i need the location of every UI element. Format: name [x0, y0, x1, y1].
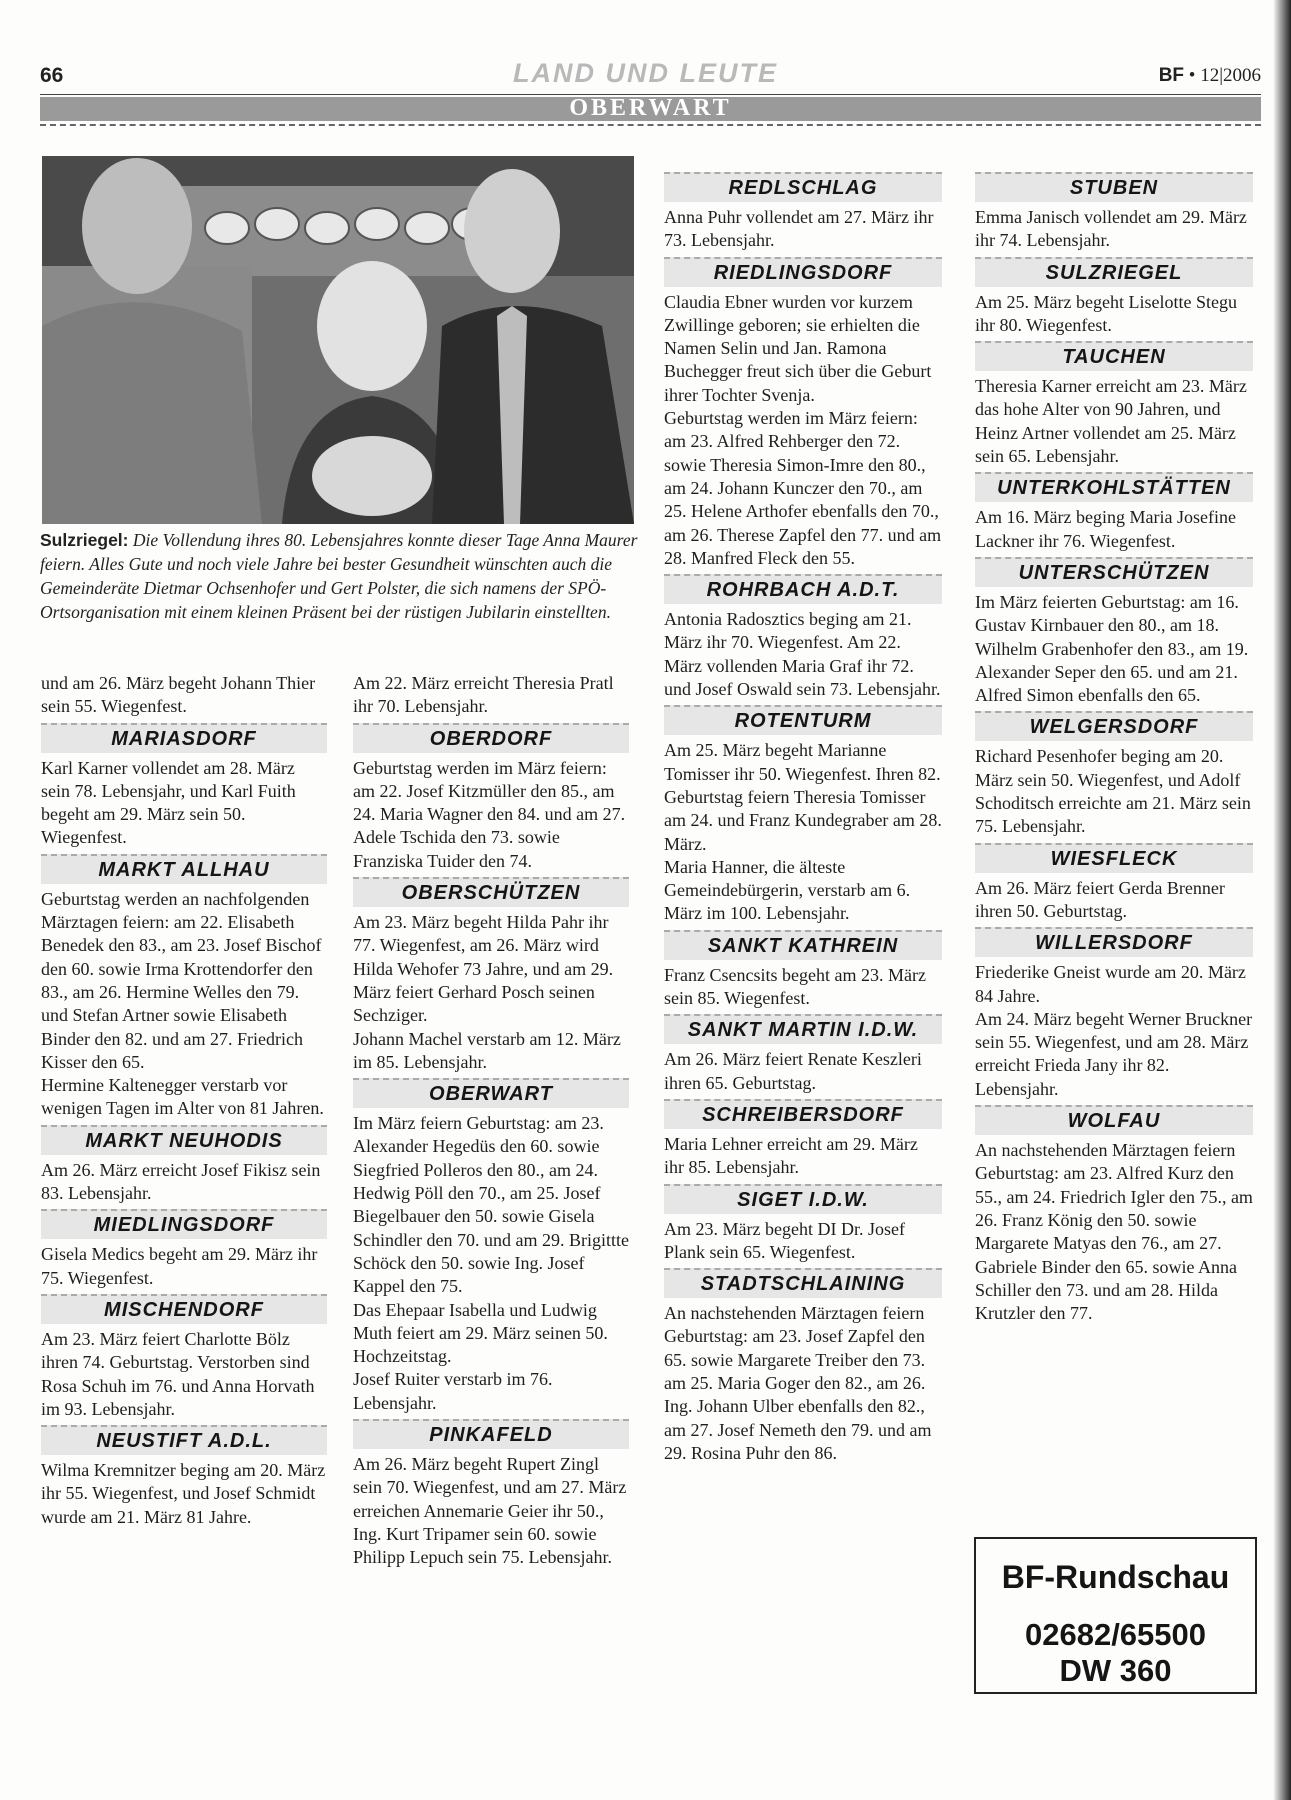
heading-miedlingsdorf: MIEDLINGSDORF [41, 1209, 327, 1239]
paragraph: Geburtstag werden im März feiern: am 23. Alfred Rehberger den 72. sowie Theresia Simon-Imre den 80., am 24. Johann Kunczer den 70., am 25. Helene Arthofer ebenfalls den 70., am 26. Therese Zapfel den 77. und am 28. Manfred Fleck den 55. [664, 408, 942, 568]
heading-wolfau: WOLFAU [975, 1105, 1253, 1135]
heading-siget: SIGET I.D.W. [664, 1184, 942, 1214]
paragraph: Gisela Medics begeht am 29. März ihr 75. Wiegenfest. [41, 1244, 318, 1288]
paragraph: An nachstehenden Märztagen feiern Geburtstag: am 23. Josef Zapfel den 65. sowie Margarete Treiber den 73. am 25. Maria Goger den 82., am 26. Ing. Johann Ulber ebenfalls den 82., am 27. Josef Nemeth den 79. und am 29. Rosina Puhr den 86. [664, 1303, 932, 1463]
brand: BF [1158, 65, 1185, 86]
heading-sulzriegel: SULZRIEGEL [975, 257, 1253, 287]
heading-schreibersdorf: SCHREIBERSDORF [664, 1099, 942, 1129]
paragraph: Am 23. März feiert Charlotte Bölz ihren 74. Geburtstag. Verstorben sind Rosa Schuh im 76. und Anna Horvath im 93. Lebensjahr. [41, 1328, 315, 1419]
ad-phone: 02682/65500 [1024, 1617, 1207, 1652]
paragraph: An nachstehenden Märztagen feiern Geburtstag: am 23. Alfred Kurz den 55., am 24. Friedrich Igler den 75., am 26. Franz König den 50. sowie Margarete Matyas den 76., am 27. Gabriele Binder den 65. sowie Anna Schiller den 73. und am 28. Hilda Krutzler den 77. [975, 1140, 1253, 1324]
page-number: 66 [40, 64, 64, 87]
heading-redlschlag: REDLSCHLAG [664, 172, 942, 202]
issue-label [1159, 65, 1261, 87]
paragraph: Geburtstag werden an nachfolgenden Märztagen feiern: am 22. Elisabeth Benedek den 83., am 23. Josef Bischof den 60. sowie Irma Krottendorfer den 83., am 26. Hermine Welles den 79. und Stefan Artner sowie Elisabeth Binder den 82. und am 27. Friedrich Kisser den 65. [41, 888, 322, 1072]
heading-pinkafeld: PINKAFELD [353, 1419, 629, 1449]
heading-mischendorf: MISCHENDORF [41, 1294, 327, 1324]
paragraph: Richard Pesenhofer beging am 20. März sein 50. Wiegenfest, und Adolf Schoditsch erreichte am 21. März sein 75. Lebensjahr. [975, 746, 1251, 837]
heading-mariasdorf: MARIASDORF [41, 723, 327, 753]
paragraph: Karl Karner vollendet am 28. März sein 78. Lebensjahr, und Karl Fuith begeht am 29. März sein 50. Wiegenfest. [41, 757, 296, 848]
caption-place: Sulzriegel: [40, 530, 129, 550]
page-edge-shadow [1273, 0, 1291, 1800]
region-title: OBERWART [569, 95, 732, 121]
caption-text: Die Vollendung ihres 80. Lebensjahres konnte dieser Tage Anna Maurer feiern. Alles Gute und noch viele Jahre bei bester Gesundheit wünschten auch die Gemeinderäte Dietmar Ochsenhofer und Gert Polster, die sich namens der SPÖ-Ortsorganisation mit einem kleinen Präsent bei der rüstigen Jubilarin einstellten. [40, 530, 638, 622]
paragraph: Geburtstag werden im März feiern: am 22. Josef Kitzmüller den 85., am 24. Maria Wagner den 84. und am 27. Adele Tschida den 73. sowie Franziska Tuider den 74. [353, 757, 626, 871]
heading-oberwart: OBERWART [353, 1078, 629, 1108]
heading-welgersdorf: WELGERSDORF [975, 711, 1253, 741]
heading-markt-neuhodis: MARKT NEUHODIS [41, 1125, 327, 1155]
paragraph: Am 26. März feiert Gerda Brenner ihren 50. Geburtstag. [975, 877, 1225, 921]
contact-ad-box [974, 1537, 1257, 1694]
heading-rohrbach: ROHRBACH A.D.T. [664, 574, 942, 604]
paragraph: Theresia Karner erreicht am 23. März das hohe Alter von 90 Jahren, und Heinz Artner vollendet am 25. März sein 65. Lebensjahr. [975, 376, 1247, 467]
paragraph: Am 25. März begeht Liselotte Stegu ihr 80. Wiegenfest. [975, 291, 1237, 335]
heading-unterschuetzen: UNTERSCHÜTZEN [975, 557, 1253, 587]
paragraph: Friederike Gneist wurde am 20. März 84 Jahre. [975, 962, 1246, 1006]
heading-sankt-kathrein: SANKT KATHREIN [664, 930, 942, 960]
heading-sankt-martin: SANKT MARTIN I.D.W. [664, 1014, 942, 1044]
paragraph: Claudia Ebner wurden vor kurzem Zwillinge geboren; sie erhielten die Namen Selin und Jan. Ramona Buchegger freut sich über die Geburt ihrer Tochter Svenja. [664, 291, 932, 405]
paragraph: Das Ehepaar Isabella und Ludwig Muth feiert am 29. März seinen 50. Hochzeitstag. [353, 1299, 608, 1367]
paragraph: Wilma Kremnitzer beging am 20. März ihr 55. Wiegenfest, und Josef Schmidt wurde am 21. März 81 Jahre. [41, 1460, 326, 1527]
heading-riedlingsdorf: RIEDLINGSDORF [664, 257, 942, 287]
paragraph: Am 25. März begeht Marianne Tomisser ihr 50. Wiegenfest. Ihren 82. Geburtstag feiern Theresia Tomisser am 24. und Franz Kundegraber am 28. März. [664, 740, 942, 854]
paragraph: Emma Janisch vollendet am 29. März ihr 74. Lebensjahr. [975, 207, 1247, 251]
heading-stuben: STUBEN [975, 172, 1253, 202]
paragraph: Maria Hanner, die älteste Gemeindebürgerin, verstarb am 6. März im 100. Lebensjahr. [664, 856, 911, 924]
heading-stadtschlaining: STADTSCHLAINING [664, 1268, 942, 1298]
paragraph: Im März feiern Geburtstag: am 23. Alexander Hegedüs den 60. sowie Siegfried Polleros den 80., am 24. Hedwig Pöll den 70., am 25. Josef Biegelbauer den 50. sowie Gisela Schindler den 70. und am 29. Brigittte Schöck den 50. sowie Ing. Josef Kappel den 75. [353, 1113, 629, 1297]
ad-title: BF-Rundschau [1001, 1559, 1230, 1595]
paragraph: Johann Machel verstarb am 12. März im 85. Lebensjahr. [353, 1028, 621, 1072]
paragraph: Am 23. März begeht Hilda Pahr ihr 77. Wiegenfest, am 26. März wird Hilda Wehofer 73 Jahre, und am 29. März feiert Gerhard Posch seinen Sechziger. [353, 912, 614, 1026]
heading-tauchen: TAUCHEN [975, 341, 1253, 371]
column-3 [664, 168, 942, 1465]
column-1 [41, 672, 327, 1529]
photo-illustration [42, 156, 634, 524]
article-photo [42, 156, 634, 524]
paragraph: Antonia Radosztics beging am 21. März ihr 70. Wiegenfest. Am 22. März vollenden Maria Graf ihr 72. und Josef Oswald sein 73. Lebensjahr. [664, 609, 941, 700]
paragraph: Am 16. März beging Maria Josefine Lackner ihr 76. Wiegenfest. [975, 507, 1236, 551]
paragraph: Im März feierten Geburtstag: am 16. Gustav Kirnbauer den 80., am 18. Wilhelm Grabenhofer den 83., am 19. Alexander Seper den 65. und am 21. Alfred Simon ebenfalls den 65. [975, 591, 1249, 706]
heading-markt-allhau: MARKT ALLHAU [41, 854, 327, 884]
paragraph: Am 22. März erreicht Theresia Pratl ihr 70. Lebensjahr. [353, 673, 614, 717]
column-2 [353, 672, 629, 1570]
paragraph: Josef Ruiter verstarb im 76. Lebensjahr. [353, 1369, 553, 1413]
issue-number: 12|2006 [1200, 65, 1261, 86]
heading-wiesfleck: WIESFLECK [975, 843, 1253, 873]
column-4 [975, 168, 1253, 1325]
paragraph: Am 24. März begeht Werner Bruckner sein 55. Wiegenfest, und am 28. März erreicht Frieda Jany ihr 82. Lebensjahr. [975, 1008, 1253, 1099]
paragraph: Hermine Kaltenegger verstarb vor wenigen Tagen im Alter von 81 Jahren. [41, 1075, 324, 1119]
section-title: LAND UND LEUTE [513, 58, 778, 88]
paragraph: Am 26. März erreicht Josef Fikisz sein 83. Lebensjahr. [41, 1159, 321, 1204]
heading-oberschuetzen: OBERSCHÜTZEN [353, 877, 629, 907]
paragraph: Franz Csencsits begeht am 23. März sein 85. Wiegenfest. [664, 964, 926, 1009]
region-band [40, 97, 1261, 121]
ad-extension: DW 360 [1059, 1653, 1172, 1688]
paragraph: Am 26. März begeht Rupert Zingl sein 70. Wiegenfest, und am 27. März erreichen Annemarie Geier ihr 50., Ing. Kurt Tripamer sein 60. sowie Philipp Lepuch sein 75. Lebensjahr. [353, 1454, 627, 1568]
paragraph: Anna Puhr vollendet am 27. März ihr 73. Lebensjahr. [664, 207, 934, 251]
heading-oberdorf: OBERDORF [353, 723, 629, 753]
heading-willersdorf: WILLERSDORF [975, 927, 1253, 957]
photo-caption [40, 528, 640, 624]
heading-rotenturm: ROTENTURM [664, 705, 942, 735]
dashed-rule [40, 124, 1261, 126]
heading-neustift: NEUSTIFT A.D.L. [41, 1425, 327, 1455]
paragraph: Maria Lehner erreicht am 29. März ihr 85. Lebensjahr. [664, 1133, 918, 1178]
paragraph: Am 26. März feiert Renate Keszleri ihren 65. Geburtstag. [664, 1049, 922, 1093]
paragraph: und am 26. März begeht Johann Thier sein 55. Wiegenfest. [41, 673, 316, 717]
heading-unterkohlstaetten: UNTERKOHLSTÄTTEN [975, 472, 1253, 502]
separator: • [1188, 65, 1196, 86]
paragraph: Am 23. März begeht DI Dr. Josef Plank sein 65. Wiegenfest. [664, 1218, 905, 1262]
